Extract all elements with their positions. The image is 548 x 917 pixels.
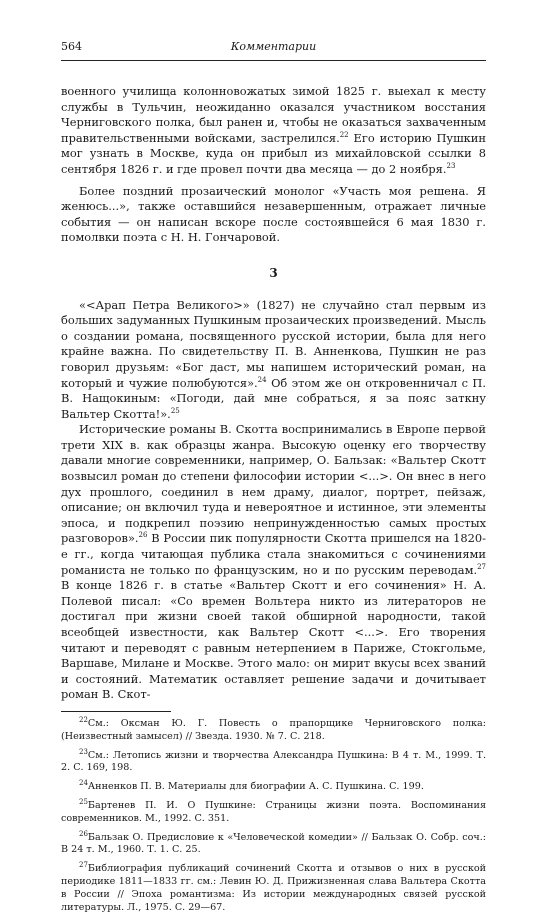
page-number: 564 [61,40,82,53]
paragraph: «<Арап Петра Великого>» (1827) не случайно стал первым из больших задуманных Пушкиным прозаических произведений. Мысль о создании романа, посвященного русской истории, была для него крайне важна. По свидетельству П. В. Анненкова, Пушкин не раз говорил друзьям: «Бог даст, мы напишем исторический роман, на который и чужие полюбуются».$^{24}$ Об этом же он откровенничал с П. В. Нащокиным: «Погоди, дай мне собраться, я за пояс заткну Вальтер Скотта!».$^{25}$ [61,297,486,421]
main-text [61,84,486,917]
page [61,40,486,913]
footnote: $^{25}$Бартенев П. И. О Пушкине: Страницы жизни поэта. Воспоминания современников. М., 1992. С. 351. [61,797,486,824]
section-number: 3 [269,265,278,280]
footnote: $^{23}$См.: Летопись жизни и творчества Александра Пушкина: В 4 т. М., 1999. Т. 2. С. 169, 198. [61,747,486,774]
header-rule [61,60,486,61]
running-title: Комментарии [230,40,317,53]
footnote-ref[interactable]: 22 [339,130,349,139]
footnote-ref[interactable]: 27 [477,562,486,571]
footnote-ref[interactable]: 25 [170,406,180,415]
footnote: $^{22}$См.: Оксман Ю. Г. Повесть о прапорщике Черниговского полка: (Неизвестный замысел) // Звезда. 1930. № 7. С. 218. [61,715,486,742]
footnote-rule [61,711,171,712]
paragraph: Исторические романы В. Скотта воспринимались в Европе первой трети XIX в. как образцы жанра. Высокую оценку его творчеству давали многие современники, например, О. Бальзак: «Вальтер Скотт возвысил роман до степени философии истории <...>. Он внес в него дух прошлого, соединил в нем драму, диалог, портрет, пейзаж, описание; он включил туда и невероятное и истинное, эти элементы эпоса, и подкрепил поэзию непринужденностью самых простых разговоров».$^{26}$ В России пик популярности Скотта пришелся на 1820-е гг., когда читающая публика стала знакомиться с сочинениями романиста не только по французским, но и по русским переводам.$^{27}$ В конце 1826 г. в статье «Вальтер Скотт и его сочинения» Н. А. Полевой писал: «Со времен Вольтера никто из литераторов не достигал при жизни своей такой обширной народности, такой всеобщей известности, как Вальтер Скотт <...>. Его творения читают и переводят с равным нетерпением в Париже, Стокгольме, Варшаве, Милане и Москве. Этого мало: он мирит вкусы всех званий и состояний. Математик оставляет решение задачи и дочитывает роман В. Скот- [61,422,486,702]
footnote: $^{26}$Бальзак О. Предисловие к «Человеческой комедии» // Бальзак О. Собр. соч.: В 24 т. М., 1960. Т. 1. С. 25. [61,829,486,856]
footnote: $^{27}$Библиография публикаций сочинений Скотта и отзывов о них в русской периодике 1811—1833 гг. см.: Левин Ю. Д. Прижизненная слава Вальтера Скотта в России // Эпоха романтизма: Из истории международных связей русской литературы. Л., 1975. С. 29—67. [61,860,486,913]
paragraph: Более поздний прозаический монолог «Участь моя решена. Я женюсь...», также оставшийся незавершенным, отражает личные события — он написан вскоре после состоявшейся 6 мая 1830 г. помолвки поэта с Н. Н. Гончаровой. [61,183,486,245]
footnote: $^{24}$Анненков П. В. Материалы для биографии А. С. Пушкина. С. 199. [79,778,424,793]
footnote-ref[interactable]: 23 [446,162,456,171]
paragraph: военного училища колонновожатых зимой 1825 г. выехал к месту службы в Тульчин, неожиданно оказался участником восстания Черниговского полка, был ранен и, чтобы не оказаться захваченным правительственными войсками, застрелился.$^{22}$ Его историю Пушкин мог узнать в Москве, куда он прибыл из михайловской ссылки 8 сентября 1826 г. и где провел почти два месяца — до 2 ноября.$^{23}$ [61,84,486,176]
footnote-ref[interactable]: 26 [138,531,148,540]
page-header [61,40,486,58]
footnotes [61,715,486,914]
footnote-ref[interactable]: 24 [257,375,267,384]
